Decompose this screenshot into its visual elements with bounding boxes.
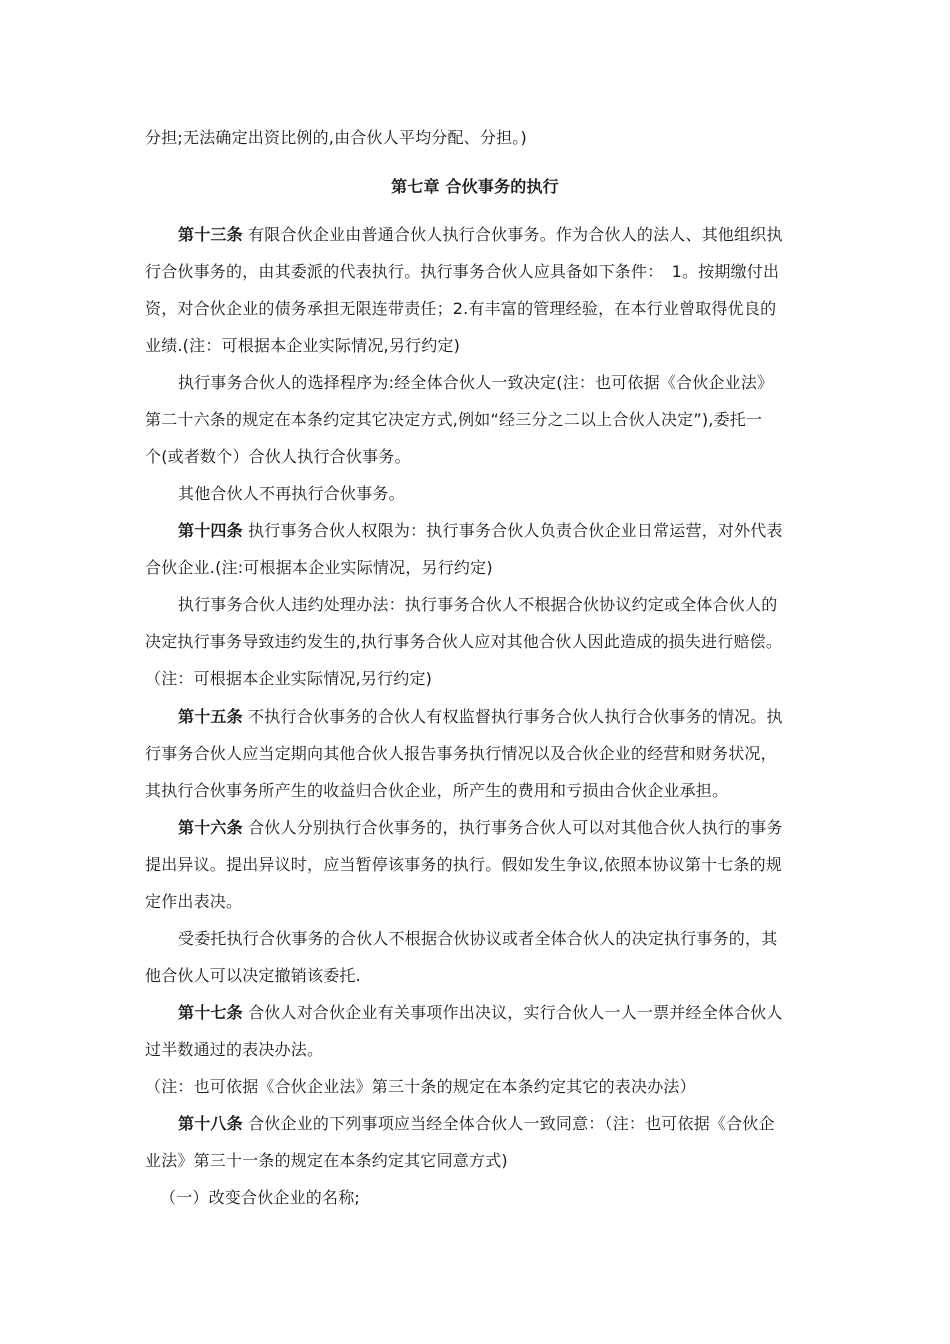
article-heading: 第十三条	[178, 225, 243, 244]
article-17-first-line	[178, 1002, 783, 1024]
text-line: 第二十六条的规定在本条约定其它决定方式,例如“经三分之二以上合伙人决定”),委托一	[145, 410, 763, 429]
text-span: 合伙企业的下列事项应当经全体合伙人一致同意：（注：也可依据《合伙企	[242, 1114, 775, 1133]
text-line: 行事务合伙人应当定期向其他合伙人报告事务执行情况以及合伙企业的经营和财务状况，	[145, 744, 777, 763]
article-13-first-line	[178, 224, 783, 246]
text-line: （注：也可依据《合伙企业法》第三十条的规定在本条约定其它的表决办法）	[145, 1077, 696, 1096]
text-line: 提出异议。提出异议时，应当暂停该事务的执行。假如发生争议,依照本协议第十七条的规	[145, 855, 783, 874]
article-heading: 第十四条	[178, 521, 243, 540]
text-line: 行合伙事务的，由其委派的代表执行。执行事务合伙人应具备如下条件： 1。按期缴付出	[145, 262, 780, 281]
text-span: 合伙人对合伙企业有关事项作出决议，实行合伙人一人一票并经全体合伙人	[242, 1003, 783, 1022]
article-18-first-line	[178, 1113, 775, 1135]
text-line: 定作出表决。	[145, 892, 243, 911]
article-14-first-line	[178, 520, 783, 542]
text-line: 其他合伙人不再执行合伙事务。	[178, 484, 405, 503]
chapter-title: 第七章 合伙事务的执行	[391, 177, 559, 196]
text-line: 他合伙人可以决定撤销该委托.	[145, 966, 361, 985]
article-heading: 第十八条	[178, 1114, 243, 1133]
text-line: 执行事务合伙人违约处理办法：执行事务合伙人不根据合伙协议约定或全体合伙人的	[178, 595, 778, 614]
text-line: 资，对合伙企业的债务承担无限连带责任；2.有丰富的管理经验，在本行业曾取得优良的	[145, 299, 777, 318]
list-item: （一）改变合伙企业的名称;	[160, 1188, 360, 1207]
text-line: 业绩.(注：可根据本企业实际情况,另行约定)	[145, 336, 461, 355]
article-15-first-line	[178, 706, 783, 728]
text-span: 合伙人分别执行合伙事务的，执行事务合伙人可以对其他合伙人执行的事务	[242, 818, 783, 837]
text-line: 分担;无法确定出资比例的,由合伙人平均分配、分担。)	[145, 128, 527, 147]
text-line: 受委托执行合伙事务的合伙人不根据合伙协议或者全体合伙人的决定执行事务的，其	[178, 929, 778, 948]
text-span: 执行事务合伙人权限为：执行事务合伙人负责合伙企业日常运营，对外代表	[242, 521, 783, 540]
article-heading: 第十五条	[178, 707, 243, 726]
text-line: 合伙企业.(注:可根据本企业实际情况，另行约定)	[145, 558, 493, 577]
text-line: 其执行合伙事务所产生的收益归合伙企业，所产生的费用和亏损由合伙企业承担。	[145, 781, 729, 800]
text-line: （注：可根据本企业实际情况,另行约定)	[145, 669, 433, 688]
text-line: 个(或者数个）合伙人执行合伙事务。	[145, 447, 411, 466]
text-line: 业法》第三十一条的规定在本条约定其它同意方式)	[145, 1151, 508, 1170]
article-heading: 第十七条	[178, 1003, 243, 1022]
article-16-first-line	[178, 817, 783, 839]
article-heading: 第十六条	[178, 818, 243, 837]
text-line: 决定执行事务导致违约发生的,执行事务合伙人应对其他合伙人因此造成的损失进行赔偿。	[145, 632, 783, 651]
text-span: 有限合伙企业由普通合伙人执行合伙事务。作为合伙人的法人、其他组织执	[242, 225, 783, 244]
text-line: 过半数通过的表决办法。	[145, 1040, 324, 1059]
text-line: 执行事务合伙人的选择程序为:经全体合伙人一致决定(注：也可依据《合伙企业法》	[178, 373, 774, 392]
text-span: 不执行合伙事务的合伙人有权监督执行事务合伙人执行合伙事务的情况。执	[242, 707, 783, 726]
